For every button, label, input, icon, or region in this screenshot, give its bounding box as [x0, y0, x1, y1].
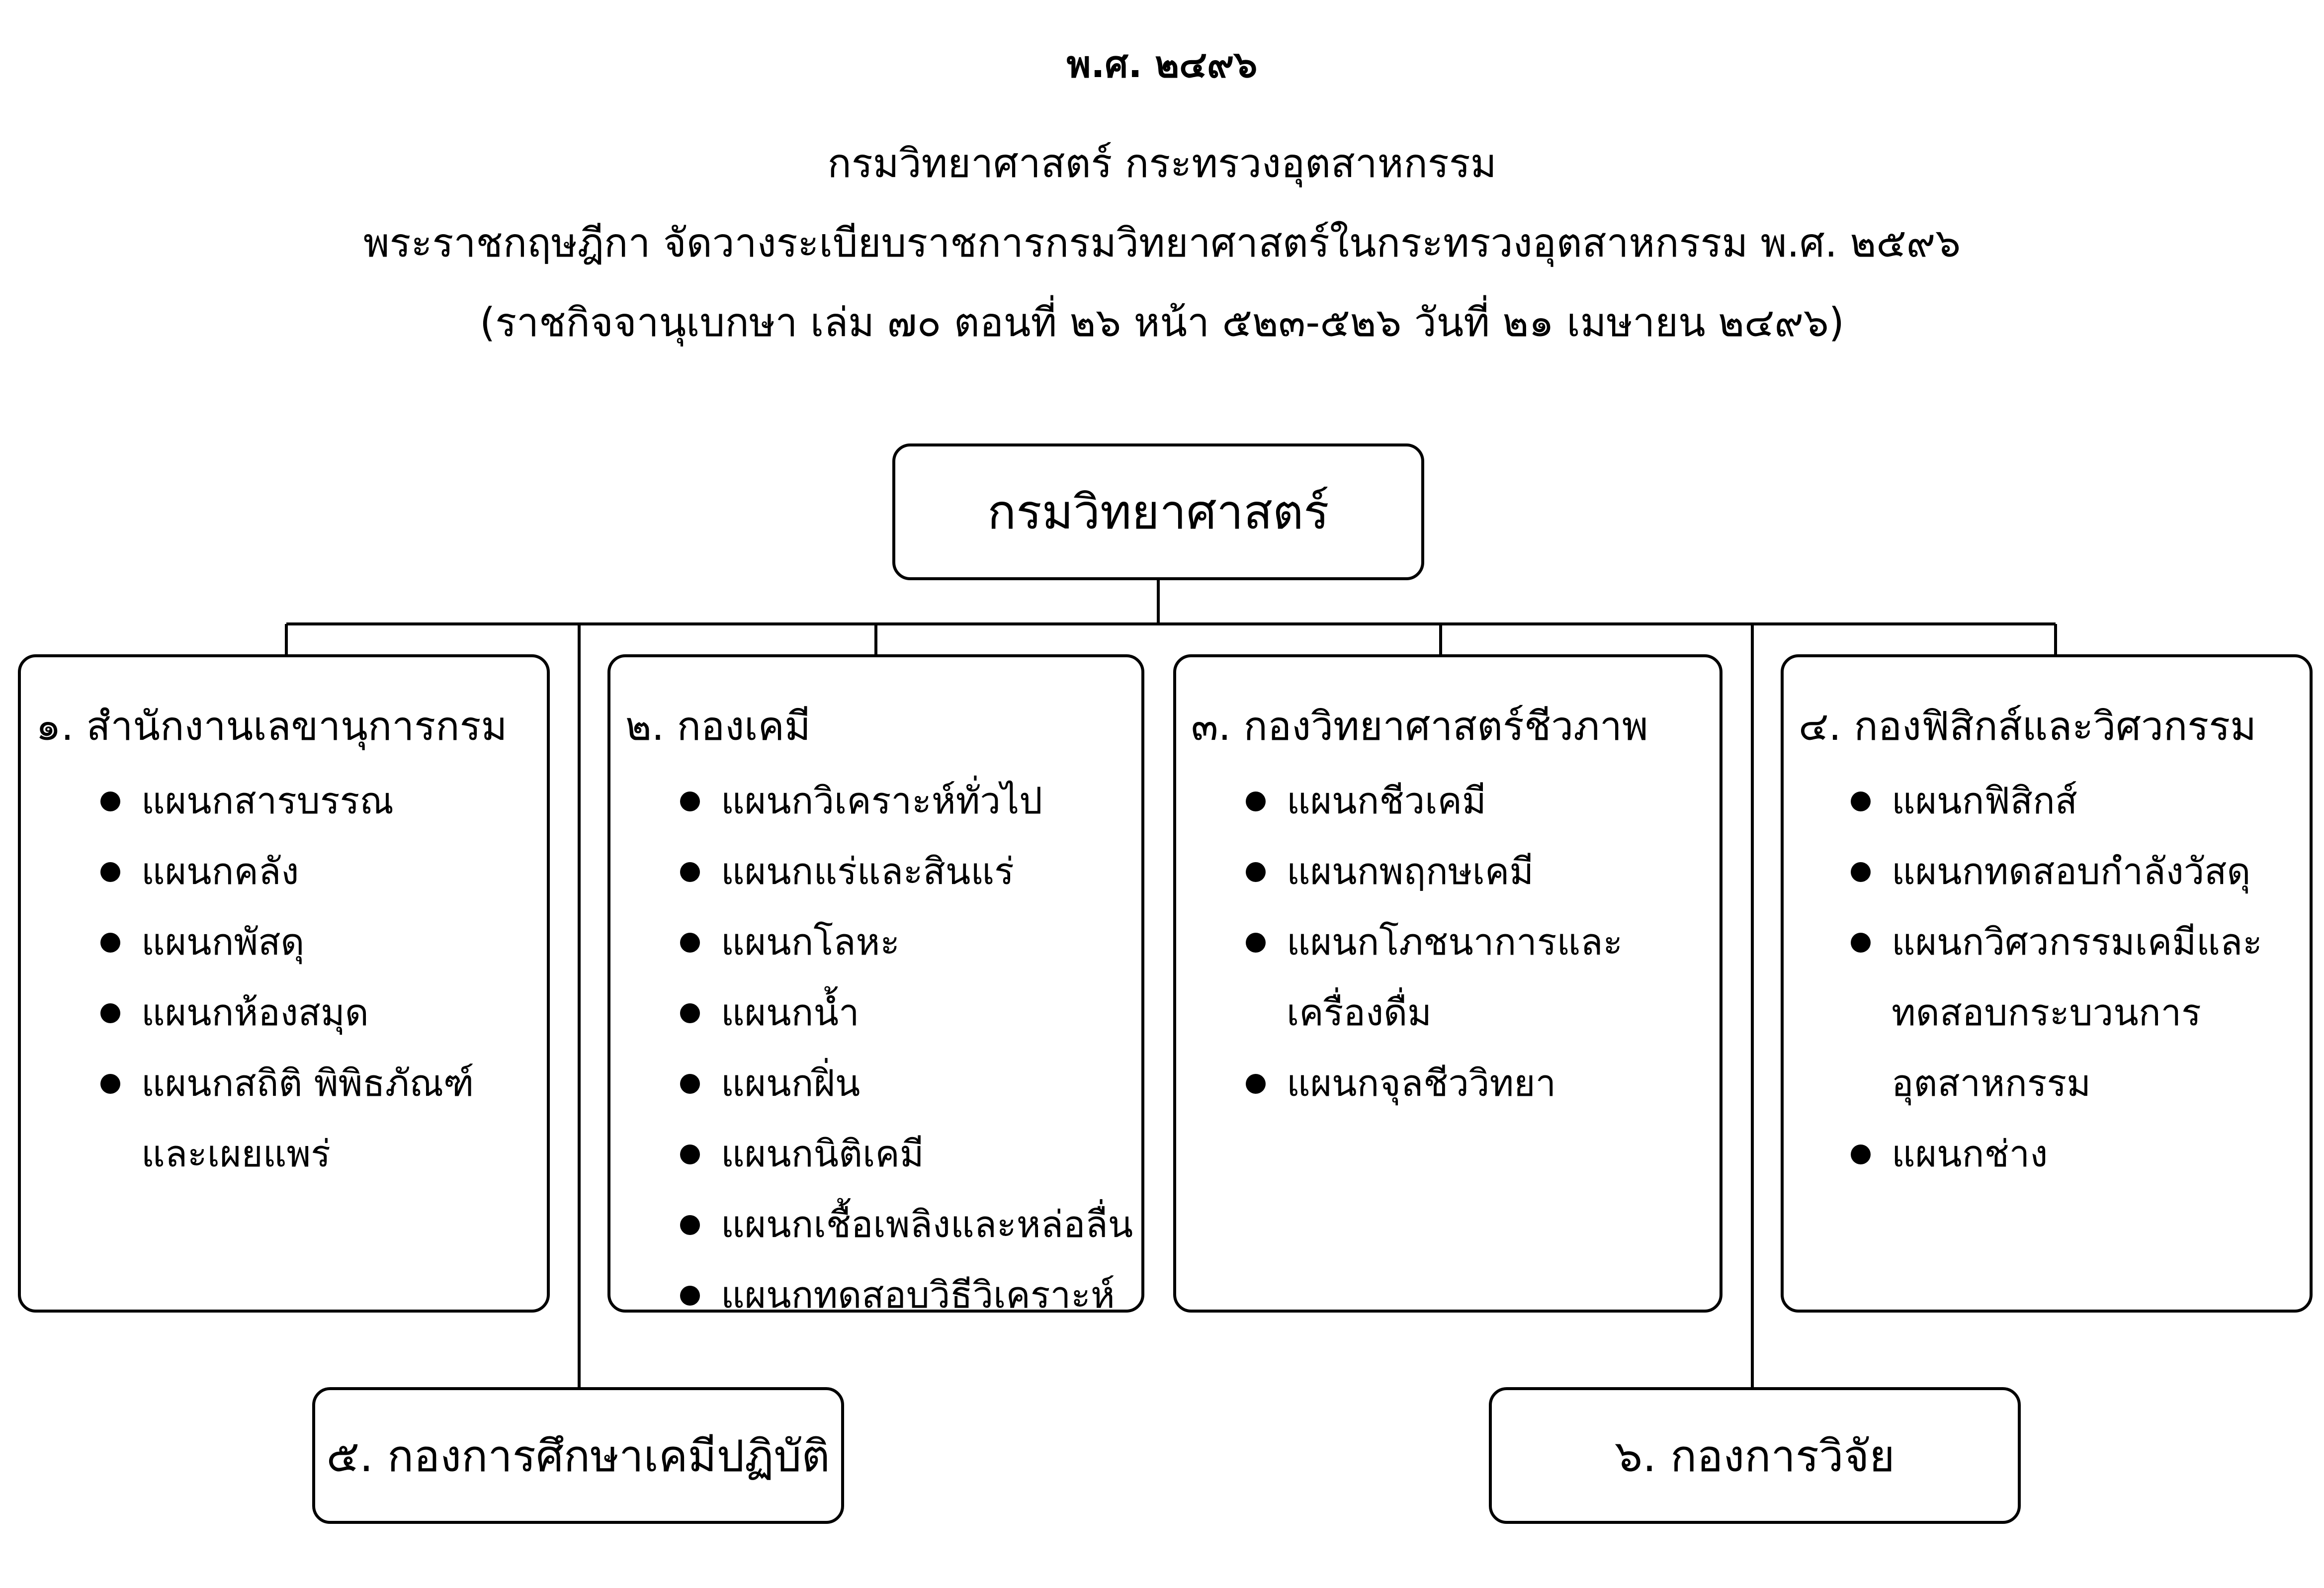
section-item: [675, 836, 1133, 907]
bullet-icon: [100, 792, 120, 811]
bullet-icon: [1851, 862, 1871, 882]
bullet-icon: [680, 1286, 700, 1306]
section-item: [1241, 836, 1623, 907]
section-label: แผนกวิศวกรรมเคมีและ: [1892, 921, 2262, 964]
section-label: แผนกพฤกษเคมี: [1287, 850, 1534, 893]
section-label: เครื่องดื่ม: [1287, 991, 1432, 1034]
section-item: [675, 766, 1133, 836]
bullet-icon: [100, 862, 120, 882]
division-5-label: ๕. กองการศึกษาเคมีปฏิบัติ: [326, 1430, 830, 1482]
bullet-icon: [680, 933, 700, 953]
section-label: แผนกวิเคราะห์ทั่วไป: [721, 780, 1043, 822]
section-label: แผนกเชื้อเพลิงและหล่อลื่น: [721, 1203, 1133, 1246]
section-label: แผนกนิติเคมี: [721, 1133, 924, 1175]
division-box-6: [1489, 1387, 2021, 1524]
header-year: พ.ศ. ๒๔๙๖: [1066, 43, 1258, 86]
section-item: [675, 907, 1133, 977]
bullet-icon: [680, 1145, 700, 1164]
section-item: [95, 1119, 474, 1189]
section-label: แผนกห้องสมุด: [141, 991, 369, 1034]
division-title: ๓. กองวิทยาศาสตร์ชีวภาพ: [1191, 703, 1648, 749]
section-label: แผนกแร่และสินแร่: [721, 850, 1014, 893]
division-title: ๑. สำนักงานเลขานุการกรม: [36, 703, 508, 749]
bullet-icon: [1851, 1145, 1871, 1164]
bullet-icon: [100, 933, 120, 953]
bullet-icon: [680, 792, 700, 811]
division-box-5: [312, 1387, 844, 1524]
bullet-icon: [1246, 862, 1266, 882]
division-box-2: [607, 654, 1144, 1317]
section-item: [1241, 907, 1623, 977]
bullet-icon: [100, 1003, 120, 1023]
division-box-3: [1173, 654, 1722, 1313]
division-title: ๒. กองเคมี: [625, 703, 811, 749]
section-item: [95, 836, 474, 907]
bullet-icon: [1246, 792, 1266, 811]
division-box-4: [1781, 654, 2313, 1313]
section-item: [1846, 1048, 2262, 1119]
section-item: [95, 766, 474, 836]
section-item: [1241, 766, 1623, 836]
section-label: อุตสาหกรรม: [1892, 1062, 2091, 1105]
bullet-icon: [680, 1003, 700, 1023]
section-label: และเผยแพร่: [141, 1133, 331, 1175]
section-item: [1846, 1119, 2262, 1189]
bullet-icon: [1851, 933, 1871, 953]
section-item: [95, 977, 474, 1048]
section-item: [675, 1048, 1133, 1119]
section-list: [1846, 766, 2262, 1189]
bullet-icon: [1246, 933, 1266, 953]
section-label: แผนกทดสอบกำลังวัสดุ: [1892, 850, 2251, 893]
section-item: [675, 1260, 1133, 1330]
section-item: [1846, 766, 2262, 836]
section-item: [95, 1048, 474, 1119]
section-label: แผนกพัสดุ: [141, 921, 305, 964]
section-label: แผนกสารบรรณ: [141, 780, 394, 822]
section-item: [675, 1119, 1133, 1189]
section-label: แผนกน้ำ: [721, 991, 860, 1034]
section-item: [675, 977, 1133, 1048]
section-label: แผนกช่าง: [1892, 1133, 2048, 1175]
section-label: ทดสอบกระบวนการ: [1892, 991, 2201, 1034]
section-item: [1241, 977, 1623, 1048]
section-list: [1241, 766, 1623, 1119]
header-department: กรมวิทยาศาสตร์ กระทรวงอุตสาหกรรม: [827, 140, 1497, 186]
section-label: แผนกโลหะ: [721, 921, 900, 964]
bullet-icon: [680, 862, 700, 882]
bullet-icon: [100, 1074, 120, 1094]
bullet-icon: [680, 1215, 700, 1235]
header-decree: พระราชกฤษฎีกา จัดวางระเบียบราชการกรมวิทยาศาสตร์ในกระทรวงอุตสาหกรรม พ.ศ. ๒๕๙๖: [363, 220, 1961, 266]
section-item: [1846, 977, 2262, 1048]
division-6-label: ๖. กองการวิจัย: [1615, 1430, 1895, 1482]
header-gazette-reference: (ราชกิจจานุเบกษา เล่ม ๗๐ ตอนที่ ๒๖ หน้า ๕๒๓-๕๒๖ วันที่ ๒๑ เมษายน ๒๔๙๖): [480, 299, 1844, 346]
section-list: [95, 766, 474, 1189]
section-item: [95, 907, 474, 977]
root-department-label: กรมวิทยาศาสตร์: [987, 484, 1329, 540]
section-label: แผนกสถิติ พิพิธภัณฑ์: [141, 1062, 474, 1105]
section-label: แผนกโภชนาการและ: [1287, 921, 1623, 964]
division-box-1: [18, 654, 550, 1313]
section-item: [675, 1189, 1133, 1260]
section-list: [675, 766, 1133, 1330]
section-label: แผนกจุลชีววิทยา: [1287, 1062, 1556, 1105]
root-department-box: [892, 443, 1424, 580]
section-label: แผนกคลัง: [141, 850, 299, 893]
section-item: [1846, 907, 2262, 977]
bullet-icon: [1246, 1074, 1266, 1094]
section-item: [1241, 1048, 1623, 1119]
section-label: แผนกฝิ่น: [721, 1062, 861, 1105]
section-label: แผนกฟิสิกส์: [1892, 780, 2077, 822]
bullet-icon: [680, 1074, 700, 1094]
bullet-icon: [1851, 792, 1871, 811]
section-label: แผนกทดสอบวิธีวิเคราะห์: [721, 1274, 1115, 1317]
division-title: ๔. กองฟิสิกส์และวิศวกรรม: [1799, 703, 2256, 749]
section-item: [1846, 836, 2262, 907]
section-label: แผนกชีวเคมี: [1287, 780, 1486, 822]
